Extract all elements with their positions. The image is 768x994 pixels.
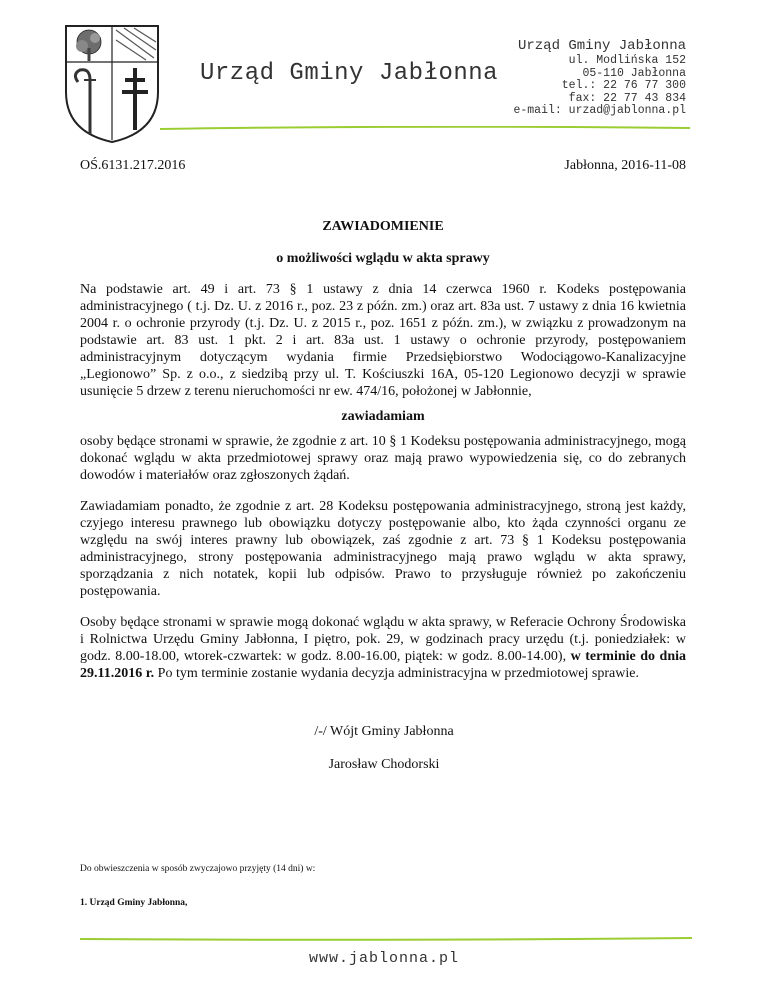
contact-postal: 05-110 Jabłonna (582, 66, 686, 80)
document-date: Jabłonna, 2016-11-08 (564, 158, 686, 173)
document-subtitle: o możliwości wglądu w akta sprawy (276, 251, 490, 266)
contact-email: e-mail: urzad@jablonna.pl (513, 104, 686, 117)
inspection-text: Osoby będące stronami w sprawie mogą dokonać wglądu w akta sprawy, w Referacie Ochrony Środowiska i Rolnictwa Urzędu Gminy Jabłonna, I piętro, pok. 29, w godzinach pracy urzędu (t.j. poniedziałek: w godz. 8.00-18.00, wtorek-czwartek: w godz. 8.00-16.00, piątek: w godz. 8.00-14.00), (80, 615, 686, 664)
contact-fax: fax: 22 77 43 834 (568, 91, 686, 105)
document-title: ZAWIADOMIENIE (322, 219, 444, 234)
contact-block (513, 38, 686, 118)
paragraph-inspection-hours (80, 614, 686, 682)
contact-office-name: Urząd Gminy Jabłonna (517, 38, 686, 54)
signature-role: /-/ Wójt Gminy Jabłonna (314, 724, 454, 739)
coat-of-arms-icon (62, 22, 162, 144)
paragraph-parties-rights: osoby będące stronami w sprawie, że zgodnie z art. 10 § 1 Kodeksu postępowania administracyjnego, mogą dokonać wglądu w akta przedmiotowej sprawy oraz mają prawo wypowiedzenia się, co do zebranych dowodów i materiałów oraz zgłoszonych żądań. (80, 434, 686, 483)
inspection-closing: Po tym terminie zostanie wydania decyzja administracyjna w przedmiotowej sprawie. (154, 666, 639, 681)
paragraph-legal-basis: Na podstawie art. 49 i art. 73 § 1 ustawy z dnia 14 czerwca 1960 r. Kodeks postępowania administracyjnego ( t.j. Dz. U. z 2016 r., poz. 23 z późn. zm.) oraz art. 83a ust. 7 ustawy z dnia 16 kwietnia 2004 r. o ochronie przyrody (t.j. Dz. U. z 2015 r., poz. 1651 z późn. zm.), w związku z prowadzonym na podstawie art. 83 ust. 1 pkt. 2 i art. 83a ust. 1 ustawy o ochronie przyrody, postępowaniem administracyjnym dotyczącym wydania firmie Przedsiębiorstwo Wodociągowo-Kanalizacyjne „Legionowo” Sp. z o.o., z siedzibą przy ul. T. Kościuszki 16A, 05-120 Legionowo decyzji w sprawie usunięcie 5 drzew z terenu nieruchomości nr ew. 474/16, położonej w Jabłonnie, (80, 282, 686, 399)
contact-address: ul. Modlińska 152 (568, 54, 686, 67)
deadline-text: w terminie do dnia 29.11.2016 r. (80, 649, 686, 681)
announce-word: zawiadamiam (341, 409, 425, 424)
header-divider (160, 126, 690, 130)
signature-name: Jarosław Chodorski (328, 757, 440, 772)
document-body (80, 218, 686, 696)
office-title: Urząd Gminy Jabłonna (200, 60, 499, 87)
document-reference: OŚ.6131.217.2016 (80, 158, 186, 173)
footer-divider (80, 937, 692, 941)
notice-intro: Do obwieszczenia w sposób zwyczajowo przyjęty (14 dni) w: (80, 864, 316, 874)
contact-phone: tel.: 22 76 77 300 (561, 79, 686, 92)
paragraph-party-definition: Zawiadamiam ponadto, że zgodnie z art. 28 Kodeksu postępowania administracyjnego, stroną jest każdy, czyjego interesu prawnego lub obowiązku dotyczy postępowanie albo, kto żąda czynności organu ze względu na swój interes prawny lub obowiązek, zaś zgodnie z art. 73 § 1 Kodeksu postępowania administracyjnego, strony postępowania administracyjnego mają prawo wglądu w akta sprawy, sporządzania z nich notatek, kopii lub odpisów. Prawo to przysługuje również po zakończeniu postępowania. (80, 499, 686, 599)
footer-website: www.jablonna.pl (308, 950, 460, 967)
notice-item: 1. Urząd Gminy Jabłonna, (80, 898, 188, 908)
